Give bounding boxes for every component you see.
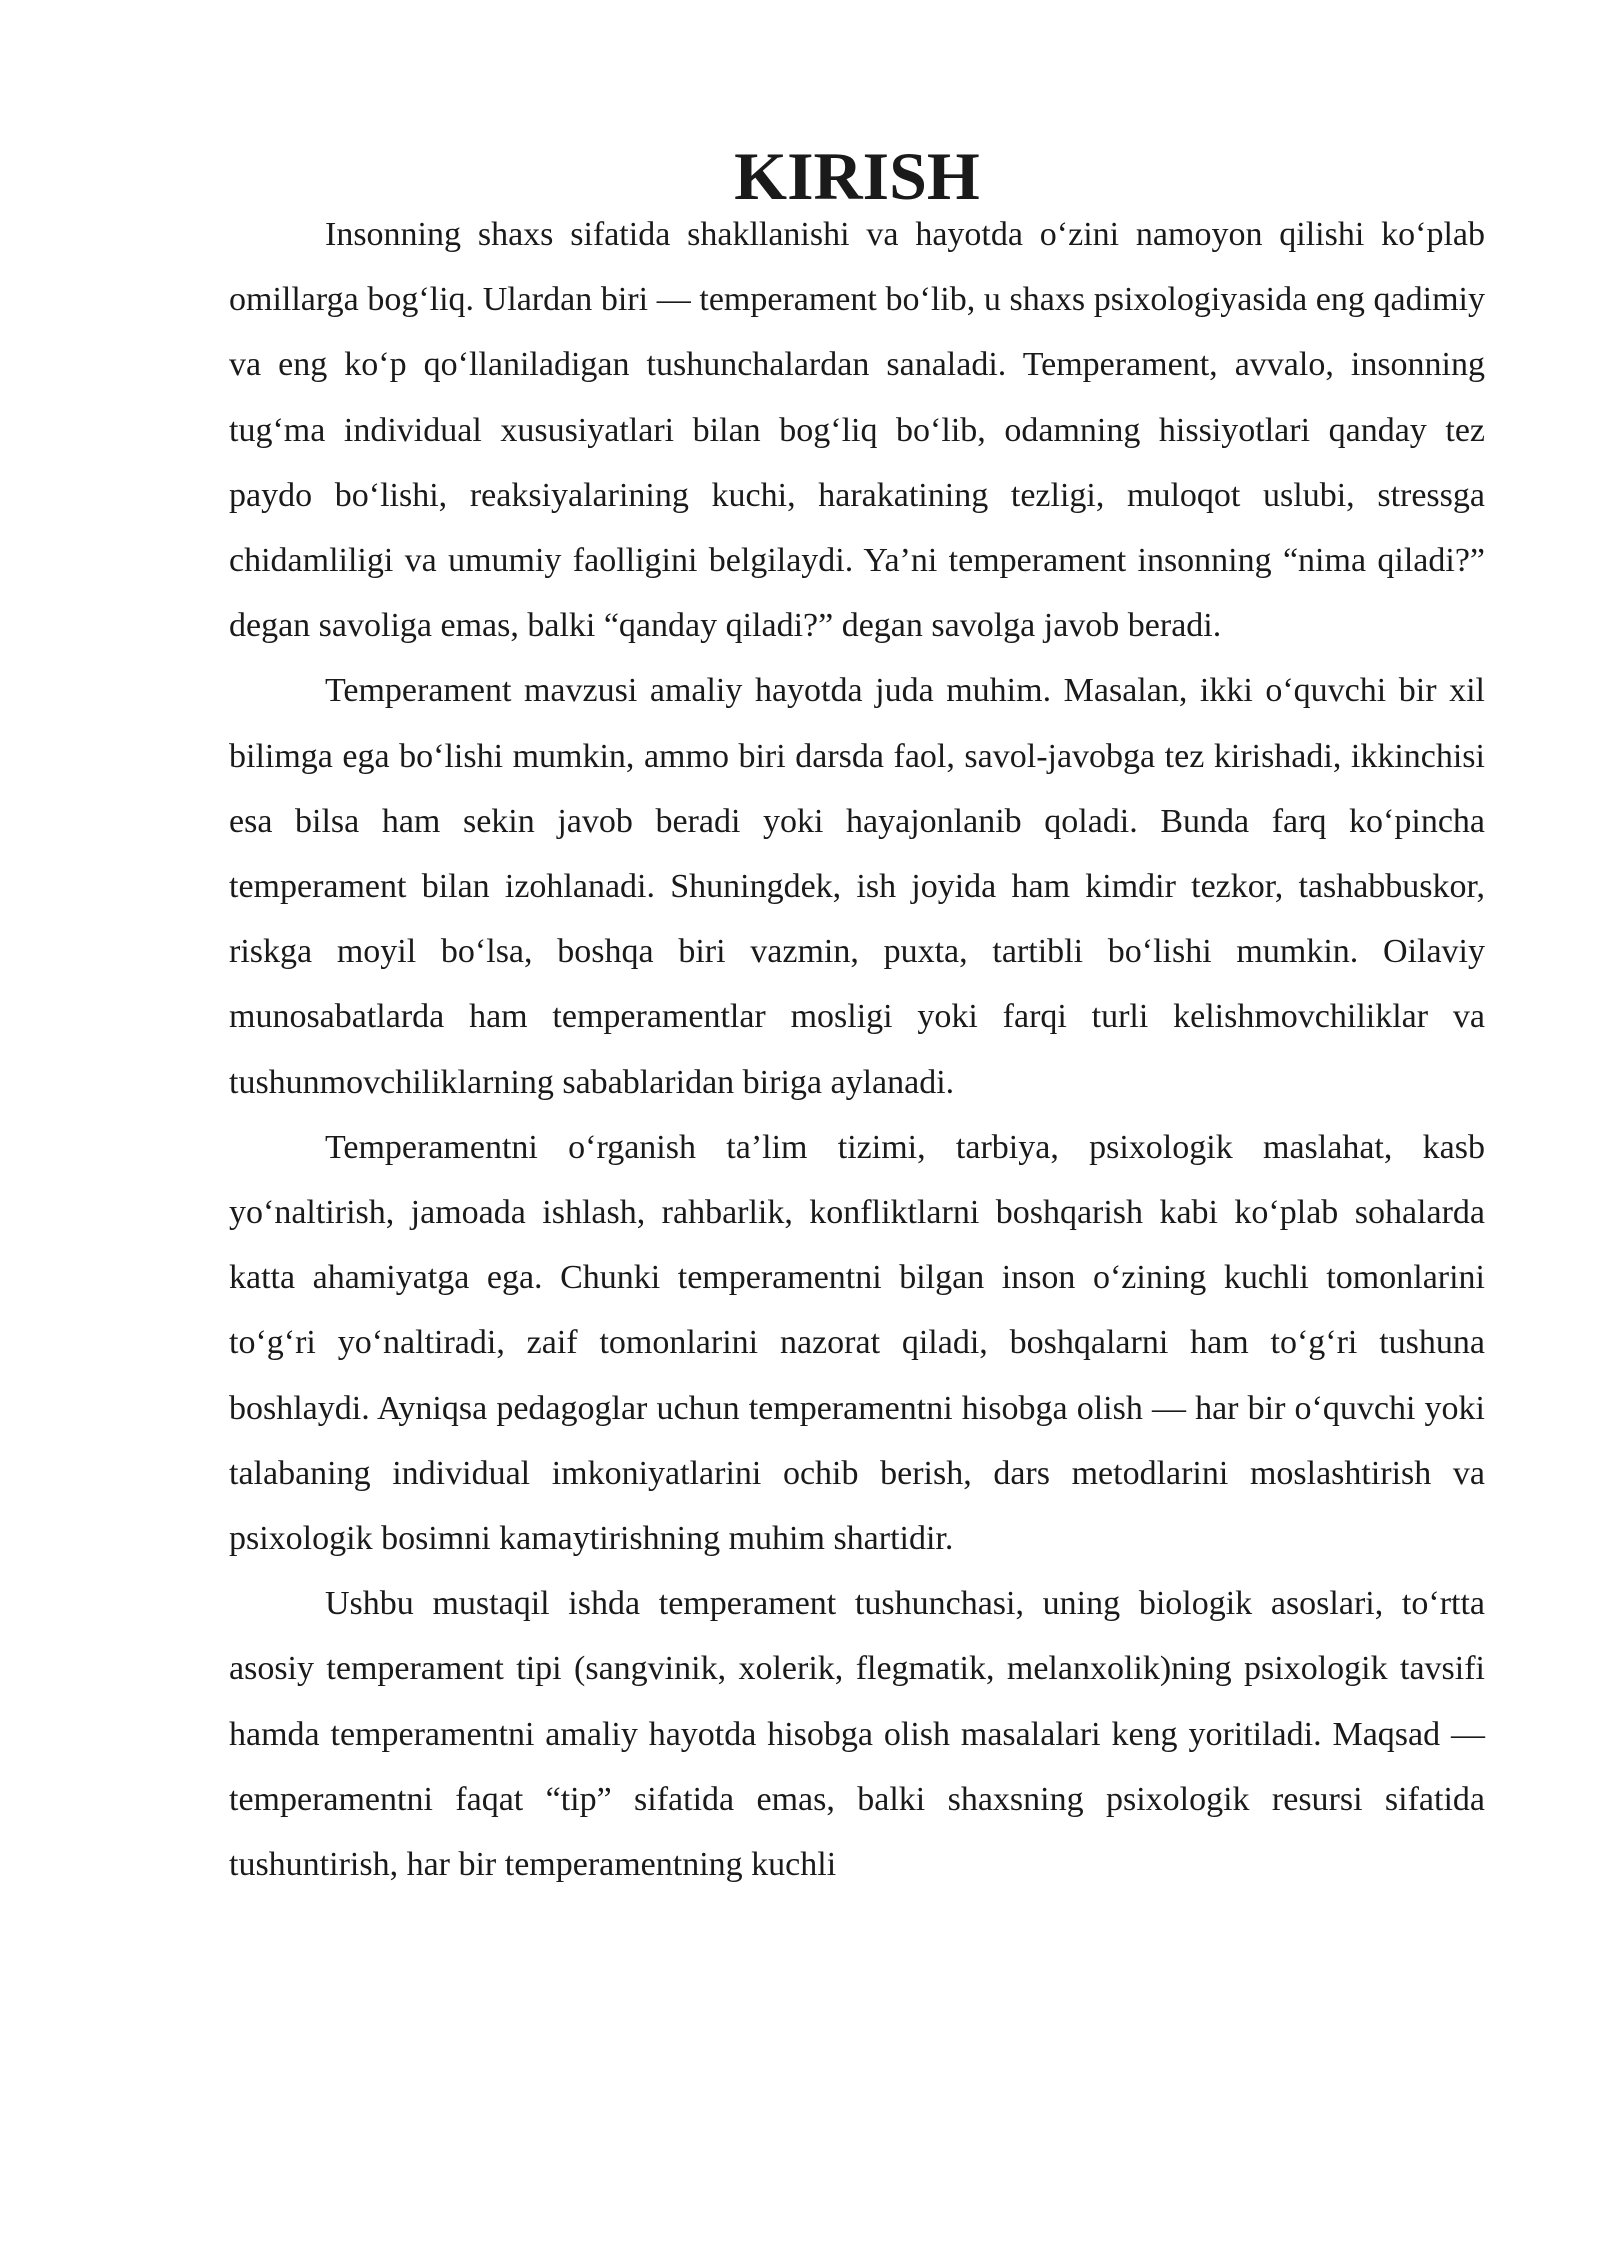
document-body [229,138,1485,1897]
page-title: KIRISH [734,138,980,214]
paragraph-4: Ushbu mustaqil ishda temperament tushunchasi, uning biologik asoslari, to‘rtta asosiy temperament tipi (sangvinik, xolerik, flegmatik, melanxolik)ning psixologik tavsifi hamda temperamentni amaliy hayotda hisobga olish masalalari keng yoritiladi. Maqsad — temperamentni faqat “tip” sifatida emas, balki shaxsning psixologik resursi sifatida tushuntirish, har bir temperamentning kuchli [229,1585,1485,1884]
paragraph-3: Temperamentni o‘rganish ta’lim tizimi, tarbiya, psixologik maslahat, kasb yo‘naltirish, jamoada ishlash, rahbarlik, konfliktlarni boshqarish kabi ko‘plab sohalarda katta ahamiyatga ega. Chunki temperamentni bilgan inson o‘zining kuchli tomonlarini to‘g‘ri yo‘naltiradi, zaif tomonlarini nazorat qiladi, boshqalarni ham to‘g‘ri tushuna boshlaydi. Ayniqsa pedagoglar uchun temperamentni hisobga olish — har bir o‘quvchi yoki talabaning individual imkoniyatlarini ochib berish, dars metodlarini moslashtirish va psixologik bosimni kamaytirishning muhim shartidir. [229,1128,1485,1558]
paragraph-2: Temperament mavzusi amaliy hayotda juda muhim. Masalan, ikki o‘quvchi bir xil bilimga ega bo‘lishi mumkin, ammo biri darsda faol, savol-javobga tez kirishadi, ikkinchisi esa bilsa ham sekin javob beradi yoki hayajonlanib qoladi. Bunda farq ko‘pincha temperament bilan izohlanadi. Shuningdek, ish joyida ham kimdir tezkor, tashabbuskor, riskga moyil bo‘lsa, boshqa biri vazmin, puxta, tartibli bo‘lishi mumkin. Oilaviy munosabatlarda ham temperamentlar mosligi yoki farqi turli kelishmovchiliklar va tushunmovchiliklarning sabablaridan biriga aylanadi. [229,672,1485,1101]
paragraph-1: Insonning shaxs sifatida shakllanishi va hayotda o‘zini namoyon qilishi ko‘plab omillarga bog‘liq. Ulardan biri — temperament bo‘lib, u shaxs psixologiyasida eng qadimiy va eng ko‘p qo‘llaniladigan tushunchalardan sanaladi. Temperament, avvalo, insonning tug‘ma individual xususiyatlari bilan bog‘liq bo‘lib, odamning hissiyotlari qanday tez paydo bo‘lishi, reaksiyalarining kuchi, harakatining tezligi, muloqot uslubi, stressga chidamliligi va umumiy faolligini belgilaydi. Ya’ni temperament insonning “nima qiladi?” degan savoliga emas, balki “qanday qiladi?” degan savolga javob beradi. [229,216,1485,645]
